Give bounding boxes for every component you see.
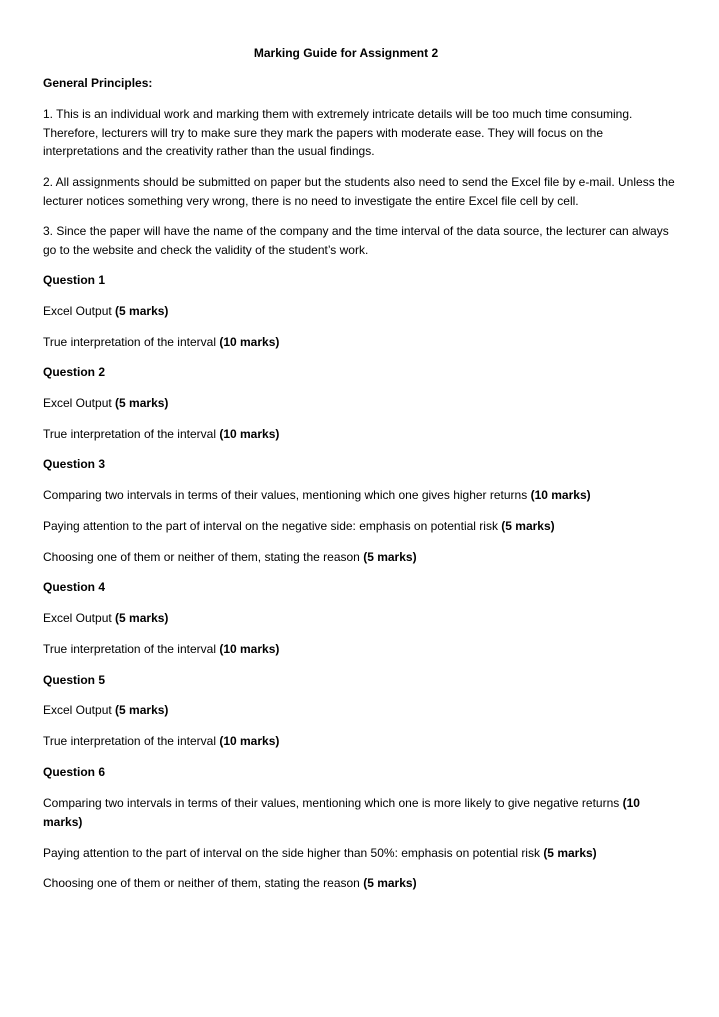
item-marks: (10 marks)	[219, 734, 280, 748]
item-marks: (5 marks)	[543, 846, 597, 860]
question-6-heading: Question 6	[43, 765, 106, 779]
item-marks: (10 marks)	[219, 642, 280, 656]
item-text: True interpretation of the interval	[43, 335, 220, 349]
item-text: Excel Output	[43, 611, 116, 625]
item-text: True interpretation of the interval	[43, 734, 220, 748]
item-marks: (5 marks)	[115, 611, 169, 625]
question-6-item	[43, 794, 675, 831]
question-5-item	[43, 732, 675, 751]
item-marks: (5 marks)	[501, 519, 555, 533]
item-marks: (5 marks)	[115, 396, 169, 410]
question-6-item	[43, 844, 675, 863]
principle-2: 2. All assignments should be submitted on paper but the students also need to send the Excel file by e-mail. Unless the lecturer notices something very wrong, there is no need to investigate the entire Excel file cell by cell.	[43, 175, 675, 208]
question-2-item	[43, 394, 675, 413]
question-5-item	[43, 701, 675, 720]
item-marks: (5 marks)	[115, 304, 169, 318]
item-text: True interpretation of the interval	[43, 427, 220, 441]
question-4-item	[43, 640, 675, 659]
item-marks: (10 marks)	[43, 796, 640, 829]
item-text: Excel Output	[43, 304, 116, 318]
question-4-item	[43, 609, 675, 628]
question-1-item	[43, 302, 675, 321]
question-1-item	[43, 333, 675, 352]
item-text: Comparing two intervals in terms of their values, mentioning which one is more likely to give negative returns	[43, 796, 623, 810]
general-principles-heading: General Principles:	[43, 76, 153, 90]
item-marks: (10 marks)	[219, 335, 280, 349]
item-marks: (10 marks)	[219, 427, 280, 441]
principle-1: 1. This is an individual work and marking them with extremely intricate details will be too much time consuming. Therefore, lecturers will try to make sure they mark the papers with moderate ease. They will focus on the interpretations and the creativity rather than the usual findings.	[43, 107, 633, 158]
document-title: Marking Guide for Assignment 2	[253, 46, 439, 60]
item-marks: (5 marks)	[363, 876, 417, 890]
question-4-heading: Question 4	[43, 580, 106, 594]
item-text: Excel Output	[43, 703, 116, 717]
item-marks: (10 marks)	[530, 488, 591, 502]
item-text: Choosing one of them or neither of them, stating the reason	[43, 550, 364, 564]
question-3-item	[43, 548, 675, 567]
item-text: Excel Output	[43, 396, 116, 410]
item-marks: (5 marks)	[115, 703, 169, 717]
item-marks: (5 marks)	[363, 550, 417, 564]
item-text: Paying attention to the part of interval on the negative side: emphasis on potential risk	[43, 519, 502, 533]
question-3-item	[43, 486, 675, 505]
item-text: Paying attention to the part of interval on the side higher than 50%: emphasis on potential risk	[43, 846, 544, 860]
question-1-heading: Question 1	[43, 273, 106, 287]
principle-3: 3. Since the paper will have the name of the company and the time interval of the data source, the lecturer can always go to the website and check the validity of the student’s work.	[43, 224, 669, 257]
question-5-heading: Question 5	[43, 673, 106, 687]
question-3-heading: Question 3	[43, 457, 106, 471]
question-3-item	[43, 517, 675, 536]
question-2-item	[43, 425, 675, 444]
item-text: Comparing two intervals in terms of their values, mentioning which one gives higher returns	[43, 488, 531, 502]
item-text: True interpretation of the interval	[43, 642, 220, 656]
question-2-heading: Question 2	[43, 365, 106, 379]
question-6-item	[43, 874, 675, 893]
item-text: Choosing one of them or neither of them, stating the reason	[43, 876, 364, 890]
